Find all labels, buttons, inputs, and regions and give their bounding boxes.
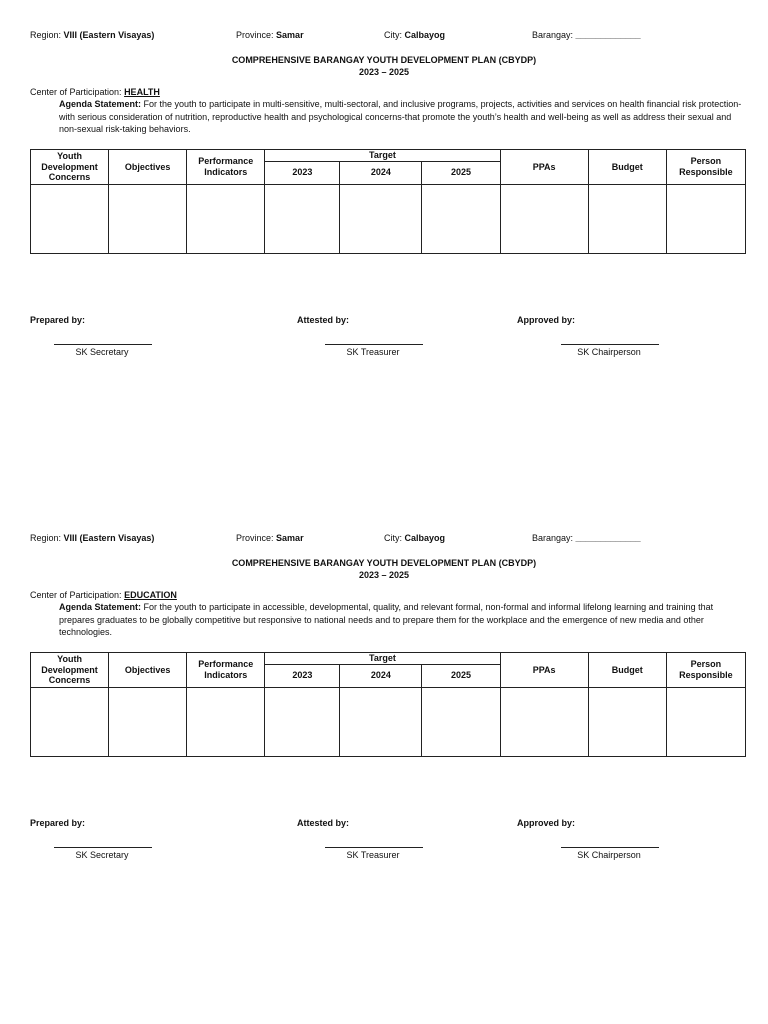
col-performance-indicators: Performance Indicators <box>187 150 265 185</box>
location-header <box>0 30 768 42</box>
col-person-responsible: Person Responsible <box>666 653 745 688</box>
col-year-2024: 2024 <box>340 161 422 184</box>
cell-2023[interactable] <box>265 687 340 756</box>
sk-secretary-role: SK Secretary <box>75 347 129 357</box>
region-field <box>30 30 154 40</box>
cell-person[interactable] <box>666 184 745 253</box>
sk-chairperson-role: SK Chairperson <box>577 347 641 357</box>
province-label: Province: <box>236 533 274 543</box>
table-row <box>31 687 746 756</box>
barangay-value: _____________ <box>575 533 641 543</box>
cell-objectives[interactable] <box>109 687 187 756</box>
col-year-2025: 2025 <box>422 161 500 184</box>
signature-line-treasurer[interactable] <box>325 847 423 848</box>
col-budget: Budget <box>588 653 666 688</box>
plan-section-health <box>0 30 768 370</box>
col-youth-development-concerns: Youth Development Concerns <box>31 150 109 185</box>
cell-budget[interactable] <box>588 687 666 756</box>
col-target: Target <box>265 150 500 162</box>
document-title: COMPREHENSIVE BARANGAY YOUTH DEVELOPMENT PLAN (CBYDP) <box>231 558 537 568</box>
barangay-value: _____________ <box>575 30 641 40</box>
cell-2025[interactable] <box>422 184 500 253</box>
city-value: Calbayog <box>404 533 446 543</box>
attested-by-label: Attested by: <box>297 818 350 828</box>
signature-line-treasurer[interactable] <box>325 344 423 345</box>
col-year-2023: 2023 <box>265 161 340 184</box>
sk-secretary-role: SK Secretary <box>75 850 129 860</box>
col-budget: Budget <box>588 150 666 185</box>
barangay-label: Barangay: <box>532 533 574 543</box>
center-label: Center of Participation: <box>30 87 122 97</box>
agenda-text: For the youth to participate in multi-sensitive, multi-sectoral, and inclusive programs, projects, activities and services on health financial risk protection-with serious consideration of nutrition, reproductive health and psychological concerns-that promote the youth’s health and well-being as well as address their sexual and non-sexual risk-taking behaviors. <box>59 99 742 135</box>
col-objectives: Objectives <box>109 653 187 688</box>
region-value: VIII (Eastern Visayas) <box>63 533 155 543</box>
signature-line-secretary[interactable] <box>54 344 152 345</box>
cell-budget[interactable] <box>588 184 666 253</box>
center-value: EDUCATION <box>124 590 177 600</box>
agenda-statement <box>59 98 749 136</box>
col-ppas: PPAs <box>500 150 588 185</box>
agenda-label: Agenda Statement: <box>59 602 142 612</box>
barangay-field <box>532 533 641 543</box>
location-header <box>0 533 768 545</box>
city-value: Calbayog <box>404 30 446 40</box>
cell-indicators[interactable] <box>187 687 265 756</box>
col-youth-development-concerns: Youth Development Concerns <box>31 653 109 688</box>
center-label: Center of Participation: <box>30 590 122 600</box>
cell-person[interactable] <box>666 687 745 756</box>
cell-2024[interactable] <box>340 687 422 756</box>
center-value: HEALTH <box>124 87 160 97</box>
sk-chairperson-role: SK Chairperson <box>577 850 641 860</box>
cell-2023[interactable] <box>265 184 340 253</box>
cell-2025[interactable] <box>422 687 500 756</box>
city-label: City: <box>384 533 402 543</box>
col-target: Target <box>265 653 500 665</box>
document-years: 2023 – 2025 <box>358 67 410 77</box>
cell-objectives[interactable] <box>109 184 187 253</box>
region-field <box>30 533 154 543</box>
plan-table <box>30 149 746 254</box>
barangay-field <box>532 30 641 40</box>
cell-2024[interactable] <box>340 184 422 253</box>
region-label: Region: <box>30 30 62 40</box>
sk-treasurer-role: SK Treasurer <box>346 347 400 357</box>
col-year-2024: 2024 <box>340 664 422 687</box>
cell-concerns[interactable] <box>31 687 109 756</box>
signature-line-secretary[interactable] <box>54 847 152 848</box>
agenda-text: For the youth to participate in accessible, developmental, quality, and relevant formal, non-formal and informal lifelong learning and training that prepares graduates to be globally competitive but responsive to national needs and to prepare them for the workplace and the emergence of new media and other technologies. <box>59 602 714 638</box>
col-person-responsible: Person Responsible <box>666 150 745 185</box>
attested-by-label: Attested by: <box>297 315 350 325</box>
province-value: Samar <box>276 30 304 40</box>
signature-line-chairperson[interactable] <box>561 344 659 345</box>
province-field <box>236 533 304 543</box>
plan-table <box>30 652 746 757</box>
agenda-label: Agenda Statement: <box>59 99 142 109</box>
province-field <box>236 30 304 40</box>
city-field <box>384 533 445 543</box>
col-year-2023: 2023 <box>265 664 340 687</box>
agenda-statement <box>59 601 749 639</box>
col-ppas: PPAs <box>500 653 588 688</box>
signature-line-chairperson[interactable] <box>561 847 659 848</box>
approved-by-label: Approved by: <box>517 818 576 828</box>
cell-indicators[interactable] <box>187 184 265 253</box>
cell-concerns[interactable] <box>31 184 109 253</box>
prepared-by-label: Prepared by: <box>30 818 86 828</box>
city-label: City: <box>384 30 402 40</box>
col-objectives: Objectives <box>109 150 187 185</box>
prepared-by-label: Prepared by: <box>30 315 86 325</box>
city-field <box>384 30 445 40</box>
center-of-participation <box>30 87 160 97</box>
province-label: Province: <box>236 30 274 40</box>
barangay-label: Barangay: <box>532 30 574 40</box>
cell-ppas[interactable] <box>500 184 588 253</box>
document-years: 2023 – 2025 <box>358 570 410 580</box>
region-value: VIII (Eastern Visayas) <box>63 30 155 40</box>
col-year-2025: 2025 <box>422 664 500 687</box>
center-of-participation <box>30 590 177 600</box>
sk-treasurer-role: SK Treasurer <box>346 850 400 860</box>
col-performance-indicators: Performance Indicators <box>187 653 265 688</box>
province-value: Samar <box>276 533 304 543</box>
region-label: Region: <box>30 533 62 543</box>
plan-section-education <box>0 533 768 873</box>
cell-ppas[interactable] <box>500 687 588 756</box>
document-title: COMPREHENSIVE BARANGAY YOUTH DEVELOPMENT PLAN (CBYDP) <box>231 55 537 65</box>
table-row <box>31 184 746 253</box>
approved-by-label: Approved by: <box>517 315 576 325</box>
